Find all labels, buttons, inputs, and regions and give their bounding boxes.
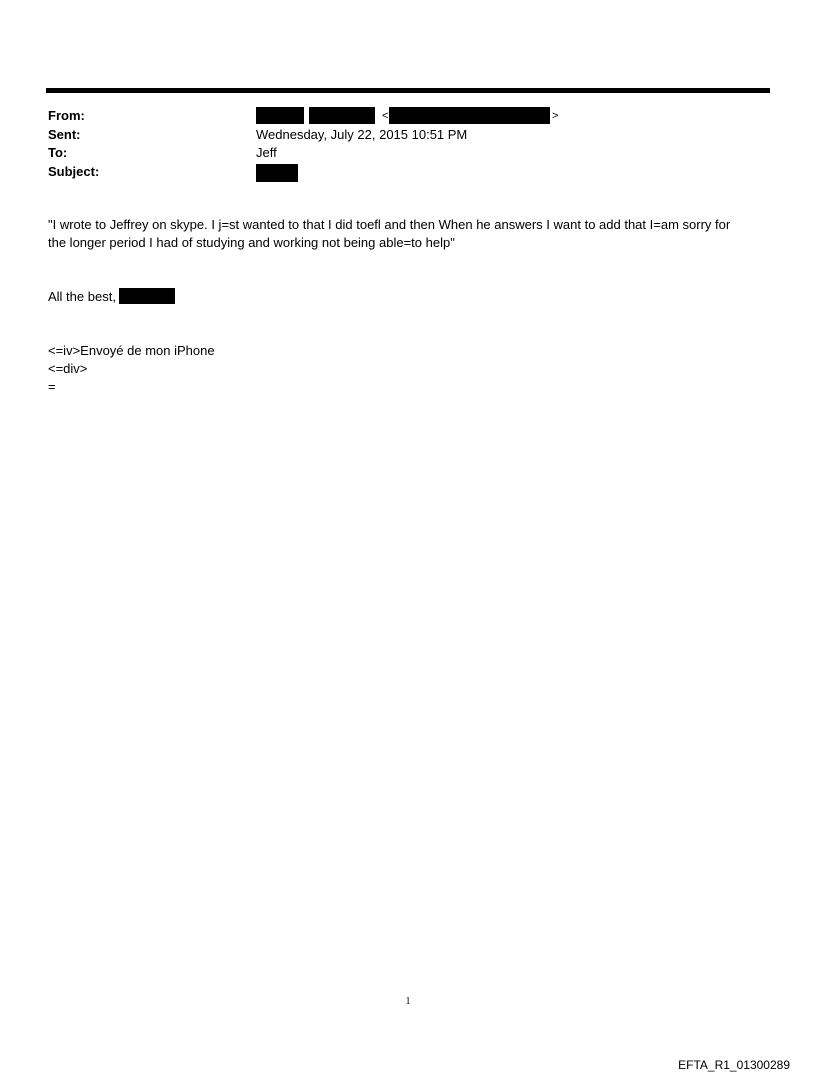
footer-line-2: <=div> [48,361,88,376]
redacted-sender-last-name [309,107,375,124]
footer-line-1: <=iv>Envoyé de mon iPhone [48,343,215,358]
sent-value: Wednesday, July 22, 2015 10:51 PM [256,127,468,142]
signoff: All the best, [48,289,116,304]
subject-label: Subject: [48,164,100,179]
redacted-signature [119,288,175,304]
email-open-bracket: < [382,110,389,122]
redacted-subject [256,164,298,182]
body-line-2: the longer period I had of studying and working not being able=to help" [48,235,455,250]
page-number: 1 [405,996,411,1007]
footer-line-3: = [48,379,56,394]
from-label: From: [48,108,85,123]
sent-label: Sent: [48,127,81,142]
to-label: To: [48,145,68,160]
body-line-1: "I wrote to Jeffrey on skype. I j=st wanted to that I did toefl and then When he answers I want to add that I=am sorry for [48,217,731,232]
redacted-sender-email [389,107,550,124]
header-rule [46,88,770,93]
redacted-sender-first-name [256,107,304,124]
email-close-bracket: > [552,110,559,122]
document-id: EFTA_R1_01300289 [678,1058,790,1072]
to-value: Jeff [256,145,277,160]
